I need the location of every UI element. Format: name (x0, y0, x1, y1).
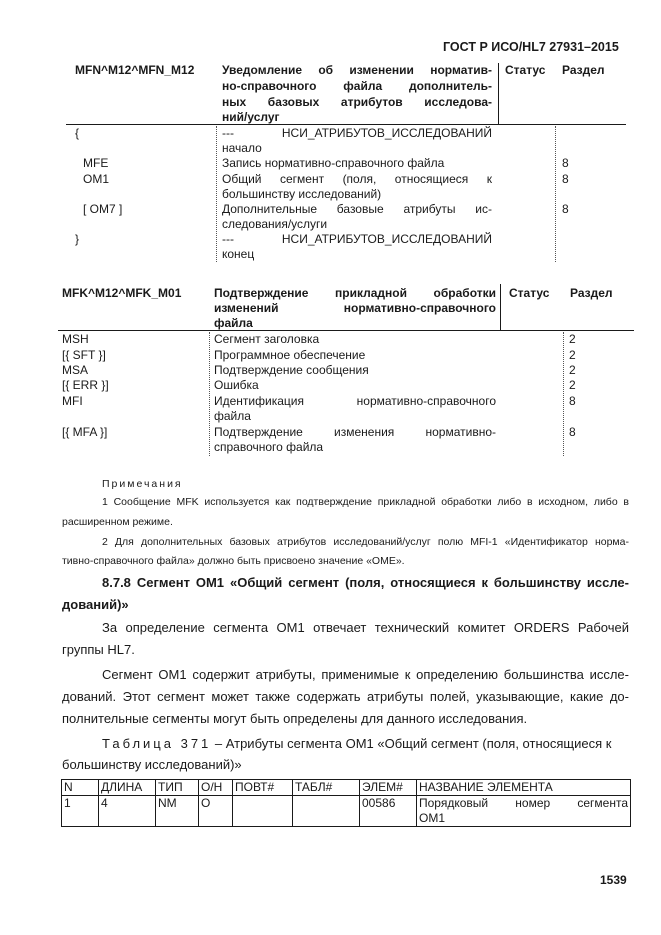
mfn-row-1-desc-cont: начало (222, 141, 262, 155)
mfk-message-type: MFK^M12^MFK_M01 (62, 286, 182, 300)
mfk-row-1-desc: Сегмент заголовка (214, 332, 320, 346)
section-heading-line-2: дований)» (62, 597, 129, 612)
mfk-row-4-desc: Ошибка (214, 378, 259, 392)
cell-element-name (417, 796, 631, 827)
mfn-row-3-desc: Общий сегмент (поля, относящиеся к (222, 172, 492, 186)
mfn-row-3-section: 8 (562, 172, 569, 186)
note-1-line-1: 1 Сообщение MFK используется как подтверждение прикладной обработки либо в исходном, либо в (102, 496, 629, 508)
mfn-header-rule (66, 124, 626, 125)
paragraph-2-line-3: полнительные сегменты могут быть определены для данного исследования. (62, 711, 528, 726)
section-heading-line-1: 8.7.8 Сегмент OM1 «Общий сегмент (поля, относящиеся к большинству иссле- (102, 575, 629, 590)
cell-element-name-line-1: Порядковый номер сегмента (419, 796, 628, 810)
mfn-row-3-desc-cont: большинству исследований) (222, 187, 382, 201)
notes-title: Примечания (102, 478, 183, 490)
mfn-row-1-segment: { (75, 126, 80, 140)
table-caption-prefix: Таблица 371 (102, 736, 212, 751)
cell-table (293, 796, 360, 827)
mfn-row-2-segment: MFE (83, 156, 109, 170)
cell-length: 4 (99, 796, 156, 827)
cell-opt: O (199, 796, 233, 827)
mfn-title-line-3: ных базовых атрибутов исследова- (222, 95, 492, 109)
mfk-row-2-segment: [{ SFT }] (62, 348, 106, 362)
mfk-row-2-section: 2 (569, 348, 576, 362)
cell-n: 1 (62, 796, 99, 827)
mfk-row-3-section: 2 (569, 363, 576, 377)
mfk-status-header: Статус (509, 286, 550, 300)
mfk-header-rule (58, 330, 634, 331)
cell-element-name-line-2: OM1 (419, 811, 446, 825)
mfk-section-header: Раздел (570, 286, 613, 300)
mfk-row-4-section: 2 (569, 378, 576, 392)
table-caption-line-2: большинству исследований)» (62, 757, 242, 772)
mfk-title-line-2: изменений нормативно-справочного (214, 301, 496, 315)
header-table: ТАБЛ# (293, 780, 360, 796)
cell-element: 00586 (360, 796, 417, 827)
mfk-row-3-desc: Подтверждение сообщения (214, 363, 369, 377)
mfn-row-5-desc: --- НСИ_АТРИБУТОВ_ИССЛЕДОВАНИЙ (222, 232, 492, 246)
mfn-row-2-section: 8 (562, 156, 569, 170)
paragraph-1-line-2: группы HL7. (62, 642, 135, 657)
mfn-row-4-section: 8 (562, 202, 569, 216)
mfk-row-6-desc: Подтверждение изменения нормативно- (214, 425, 496, 439)
mfk-title-line-3: файла (214, 316, 253, 330)
mfn-message-type: MFN^M12^MFN_M12 (75, 63, 195, 77)
mfn-section-header: Раздел (562, 63, 605, 77)
mfk-row-1-segment: MSH (62, 332, 89, 346)
mfk-row-6-section: 8 (569, 425, 576, 439)
mfk-row-3-segment: MSA (62, 363, 89, 377)
mfn-title-line-2: но-справочного файла дополнитель- (222, 79, 492, 93)
mfn-row-3-segment: OM1 (83, 172, 110, 186)
attributes-table-header (62, 780, 631, 796)
header-repeat: ПОВТ# (233, 780, 293, 796)
mfk-row-2-desc: Программное обеспечение (214, 348, 366, 362)
mfn-title-line-1: Уведомление об изменении норматив- (222, 63, 492, 77)
paragraph-1-line-1: За определение сегмента OM1 отвечает технический комитет ORDERS Рабочей (102, 620, 629, 635)
note-1-line-2: расширенном режиме. (62, 516, 173, 528)
attributes-table (61, 779, 631, 827)
mfn-title-line-4: ний/услуг (222, 110, 280, 124)
mfn-desc-divider (216, 126, 217, 262)
mfk-row-6-desc-cont: справочного файла (214, 440, 324, 454)
page-number: 1539 (600, 873, 627, 887)
table-row (62, 796, 631, 827)
cell-repeat (233, 796, 293, 827)
header-element-name: НАЗВАНИЕ ЭЛЕМЕНТА (417, 780, 631, 796)
cell-type: NM (156, 796, 199, 827)
mfk-row-1-section: 2 (569, 332, 576, 346)
paragraph-2-line-2: дований. Этот сегмент может также содержать атрибуты полей, указывающие, какие до- (62, 689, 629, 704)
mfn-status-divider (555, 126, 556, 262)
table-caption-text: – Атрибуты сегмента OM1 «Общий сегмент (поля, относящиеся к (211, 736, 612, 751)
mfk-header-divider (500, 284, 501, 331)
table-caption-line-1 (102, 736, 629, 751)
mfn-row-5-segment: } (75, 232, 80, 246)
mfk-row-5-section: 8 (569, 394, 576, 408)
mfk-row-5-desc: Идентификация нормативно-справочного (214, 394, 496, 408)
mfn-status-header: Статус (505, 63, 546, 77)
mfk-row-4-segment: [{ ERR }] (62, 378, 109, 392)
standard-header: ГОСТ Р ИСО/HL7 27931–2015 (443, 40, 619, 54)
note-2-line-2: тивно-справочного файла» должно быть присвоено значение «OME». (62, 555, 405, 567)
mfn-header-divider (498, 63, 499, 125)
mfn-row-4-desc-cont: следования/услуги (222, 217, 328, 231)
header-element: ЭЛЕМ# (360, 780, 417, 796)
header-type: ТИП (156, 780, 199, 796)
mfk-title-line-1: Подтверждение прикладной обработки (214, 286, 496, 300)
header-length: ДЛИНА (99, 780, 156, 796)
header-n: N (62, 780, 99, 796)
paragraph-2-line-1: Сегмент OM1 содержит атрибуты, применимые к определению большинства иссле- (102, 667, 629, 682)
note-2-line-1: 2 Для дополнительных базовых атрибутов исследований/услуг полю MFI-1 «Идентификатор норма- (102, 536, 629, 548)
mfn-row-2-desc: Запись нормативно-справочного файла (222, 156, 445, 170)
mfn-row-1-desc: --- НСИ_АТРИБУТОВ_ИССЛЕДОВАНИЙ (222, 126, 492, 140)
mfk-row-5-segment: MFI (62, 394, 83, 408)
mfk-status-divider (563, 332, 564, 456)
mfk-desc-divider (209, 332, 210, 456)
mfk-row-5-desc-cont: файла (214, 409, 251, 423)
mfk-row-6-segment: [{ MFA }] (62, 425, 108, 439)
header-opt: О/Н (199, 780, 233, 796)
mfn-row-4-segment: [ OM7 ] (83, 202, 123, 216)
mfn-row-4-desc: Дополнительные базовые атрибуты ис- (222, 202, 492, 216)
mfn-row-5-desc-cont: конец (222, 247, 255, 261)
